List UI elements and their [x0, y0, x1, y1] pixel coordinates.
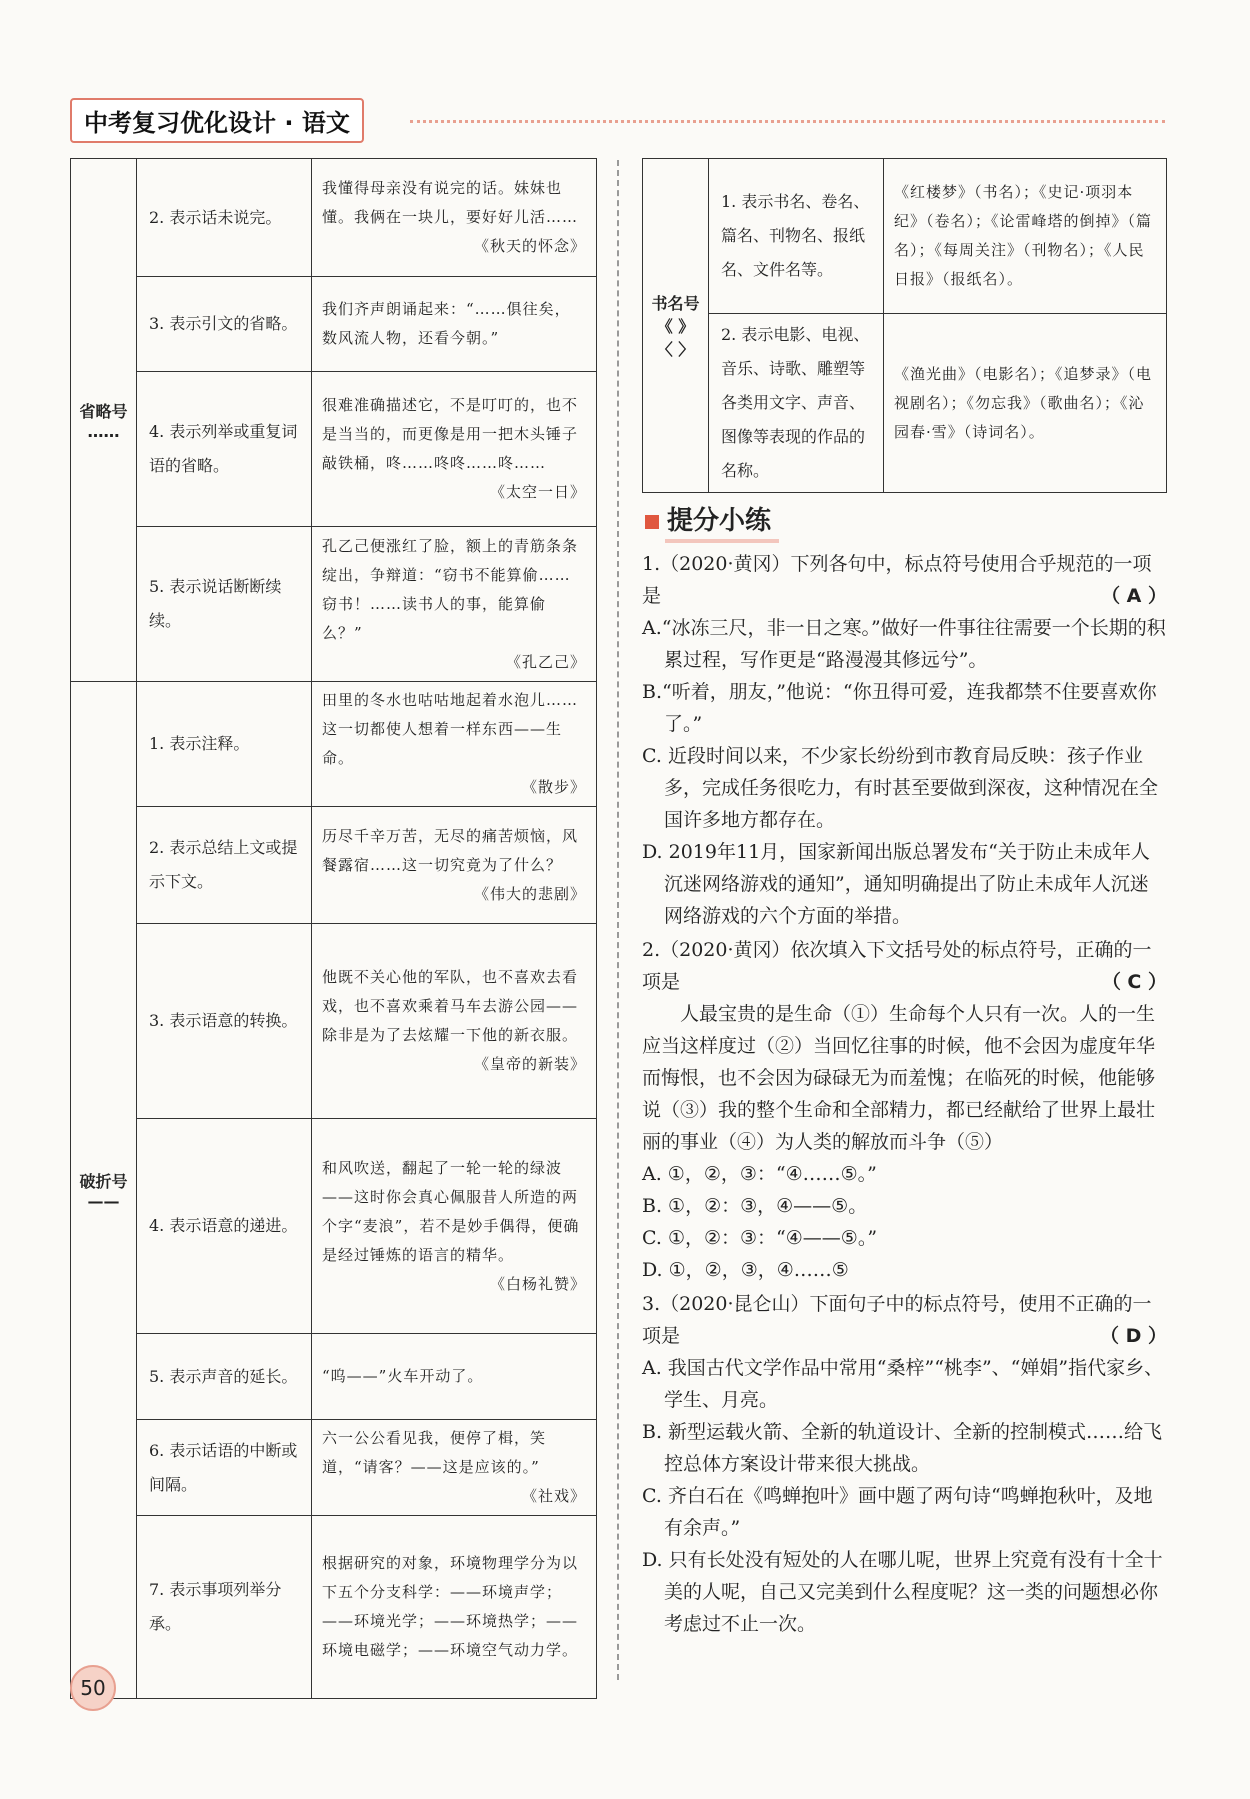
usage-cell: 6. 表示话语的中断或间隔。 [137, 1420, 312, 1516]
option-a: A.“冰冻三尺，非一日之寒。”做好一件事往往需要一个长期的积累过程，写作更是“路漫漫其修远兮”。 [642, 617, 1166, 671]
example-source: 《白杨礼赞》 [489, 1274, 586, 1293]
punct-name-dash: 破折号 [79, 1172, 128, 1191]
example-cell: 六一公公看见我，便停了楫，笑道，“请客？——这是应该的。” 《社戏》 [312, 1420, 597, 1516]
option-b: B. ①，②：③，④——⑤。 [642, 1195, 868, 1217]
practice-questions [642, 548, 1167, 1642]
punct-name-ellipsis: 省略号 [79, 402, 128, 421]
answer-mark: （ C ） [1101, 971, 1167, 993]
example-cell: 很难准确描述它，不是叮叮的，也不是当当的，而更像是用一把木头锤子敲铁桶，咚……咚咚……咚…… 《太空一日》 [312, 372, 597, 527]
question-1 [642, 548, 1167, 932]
usage-cell: 1. 表示注释。 [137, 682, 312, 807]
option-c: C. ①，②：③：“④——⑤。” [642, 1227, 878, 1249]
usage-cell: 2. 表示总结上文或提示下文。 [137, 807, 312, 924]
option-c: C. 齐白石在《鸣蝉抱叶》画中题了两句诗“鸣蝉抱秋叶，及地有余声。” [642, 1485, 1153, 1539]
punct-symbol-single-angle: 〈 〉 [656, 340, 695, 359]
example-source: 《皇帝的新装》 [473, 1055, 586, 1073]
question-stem: 2.（2020·黄冈）依次填入下文括号处的标点符号，正确的一项是 [642, 939, 1152, 993]
option-d: D. 只有长处没有短处的人在哪儿呢，世界上究竟有没有十全十美的人呢，自己又完美到什么程度呢？这一类的问题想必你考虑过不止一次。 [642, 1549, 1163, 1635]
question-stem: 3.（2020·昆仑山）下面句子中的标点符号，使用不正确的一项是 [642, 1293, 1152, 1347]
page-number: 50 [70, 1665, 116, 1711]
section-marker-icon [645, 515, 659, 529]
answer-mark: （ D ） [1099, 1325, 1167, 1347]
ellipsis-label-cell [71, 159, 137, 682]
punct-symbol-double-angle: 《 》 [656, 317, 695, 336]
usage-cell: 3. 表示语意的转换。 [137, 924, 312, 1119]
example-source: 《伟大的悲剧》 [473, 884, 586, 903]
answer-mark: （ A ） [1101, 585, 1167, 607]
example-cell: 根据研究的对象，环境物理学分为以下五个分支科学：——环境声学；——环境光学；——环境热学；——环境电磁学；——环境空气动力学。 [312, 1516, 597, 1699]
usage-cell: 4. 表示语意的递进。 [137, 1119, 312, 1334]
right-punctuation-table [642, 158, 1167, 493]
header-dotted-rule [410, 120, 1165, 123]
example-source: 《太空一日》 [489, 483, 586, 501]
usage-cell: 2. 表示电影、电视、音乐、诗歌、雕塑等各类用文字、声音、图像等表现的作品的名称。 [709, 314, 884, 493]
question-passage: 人最宝贵的是生命（①）生命每个人只有一次。人的一生应当这样度过（②）当回忆往事的时候，他不会因为虚度年华而悔恨，也不会因为碌碌无为而羞愧；在临死的时候，他能够说（③）我的整个生命和全部精力，都已经献给了世界上最壮丽的事业（④）为人类的解放而斗争（⑤） [642, 1003, 1156, 1153]
option-a: A. 我国古代文学作品中常用“桑梓”“桃李”、“婵娟”指代家乡、学生、月亮。 [642, 1357, 1164, 1411]
example-source: 《秋天的怀念》 [473, 237, 586, 255]
page-header [70, 100, 364, 140]
example-cell: 历尽千辛万苦，无尽的痛苦烦恼，风餐露宿……这一切究竟为了什么？ 《伟大的悲剧》 [312, 807, 597, 924]
question-2 [642, 934, 1167, 1286]
example-cell: “呜——”火车开动了。 [312, 1334, 597, 1420]
example-cell: 我们齐声朗诵起来：“……俱往矣，数风流人物，还看今朝。” [312, 277, 597, 372]
usage-cell: 7. 表示事项列举分承。 [137, 1516, 312, 1699]
usage-cell: 4. 表示列举或重复词语的省略。 [137, 372, 312, 527]
example-source: 《社戏》 [521, 1487, 586, 1505]
punct-name-book-title-mark: 书名号 [651, 294, 700, 313]
question-stem: 1.（2020·黄冈）下列各句中，标点符号使用合乎规范的一项是 [642, 553, 1152, 607]
usage-cell: 5. 表示声音的延长。 [137, 1334, 312, 1420]
option-b: B. 新型运载火箭、全新的轨道设计、全新的控制模式……给飞控总体方案设计带来很大挑战。 [642, 1421, 1163, 1475]
example-cell: 《红楼梦》（书名）；《史记·项羽本纪》（卷名）；《论雷峰塔的倒掉》（篇名）；《每周关注》（刊物名）；《人民日报》（报纸名）。 [884, 159, 1167, 314]
book-title-mark-label-cell [643, 159, 709, 493]
dash-label-cell [71, 682, 137, 1699]
example-source: 《散步》 [521, 778, 586, 796]
punct-symbol-dash: —— [87, 1192, 120, 1211]
book-title: 中考复习优化设计 · 语文 [70, 98, 364, 143]
example-cell: 孔乙己便涨红了脸，额上的青筋条条绽出，争辩道：“窃书不能算偷……窃书！……读书人的事，能算偷么？” 《孔乙己》 [312, 527, 597, 682]
example-cell: 田里的冬水也咕咕地起着水泡儿……这一切都使人想着一样东西——生命。 《散步》 [312, 682, 597, 807]
example-cell: 《渔光曲》（电影名）；《追梦录》（电视剧名）；《勿忘我》（歌曲名）；《沁园春·雪》（诗词名）。 [884, 314, 1167, 493]
example-cell: 我懂得母亲没有说完的话。妹妹也懂。我俩在一块儿，要好好儿活…… 《秋天的怀念》 [312, 159, 597, 277]
left-punctuation-table [70, 158, 597, 1699]
example-cell: 和风吹送，翻起了一轮一轮的绿波——这时你会真心佩服昔人所造的两个字“麦浪”，若不是妙手偶得，便确是经过锤炼的语言的精华。 《白杨礼赞》 [312, 1119, 597, 1334]
punct-symbol-ellipsis: …… [87, 422, 120, 441]
practice-title: 提分小练 [665, 500, 779, 543]
option-b: B.“听着，朋友，”他说：“你丑得可爱，连我都禁不住要喜欢你了。” [642, 681, 1157, 735]
example-cell: 他既不关心他的军队，也不喜欢去看戏，也不喜欢乘着马车去游公园——除非是为了去炫耀一下他的新衣服。 《皇帝的新装》 [312, 924, 597, 1119]
usage-cell: 1. 表示书名、卷名、篇名、刊物名、报纸名、文件名等。 [709, 159, 884, 314]
usage-cell: 3. 表示引文的省略。 [137, 277, 312, 372]
option-d: D. 2019年11月，国家新闻出版总署发布“关于防止未成年人沉迷网络游戏的通知”，通知明确提出了防止未成年人沉迷网络游戏的六个方面的举措。 [642, 841, 1150, 927]
usage-cell: 2. 表示话未说完。 [137, 159, 312, 277]
usage-cell: 5. 表示说话断断续续。 [137, 527, 312, 682]
option-d: D. ①，②，③，④……⑤ [642, 1259, 849, 1281]
column-divider [617, 160, 619, 1680]
example-source: 《孔乙己》 [505, 652, 586, 671]
option-c: C. 近段时间以来，不少家长纷纷到市教育局反映：孩子作业多，完成任务很吃力，有时甚至要做到深夜，这种情况在全国许多地方都存在。 [642, 745, 1159, 831]
option-a: A. ①，②，③：“④……⑤。” [642, 1163, 877, 1185]
question-3 [642, 1288, 1167, 1640]
practice-section-title [645, 500, 779, 543]
